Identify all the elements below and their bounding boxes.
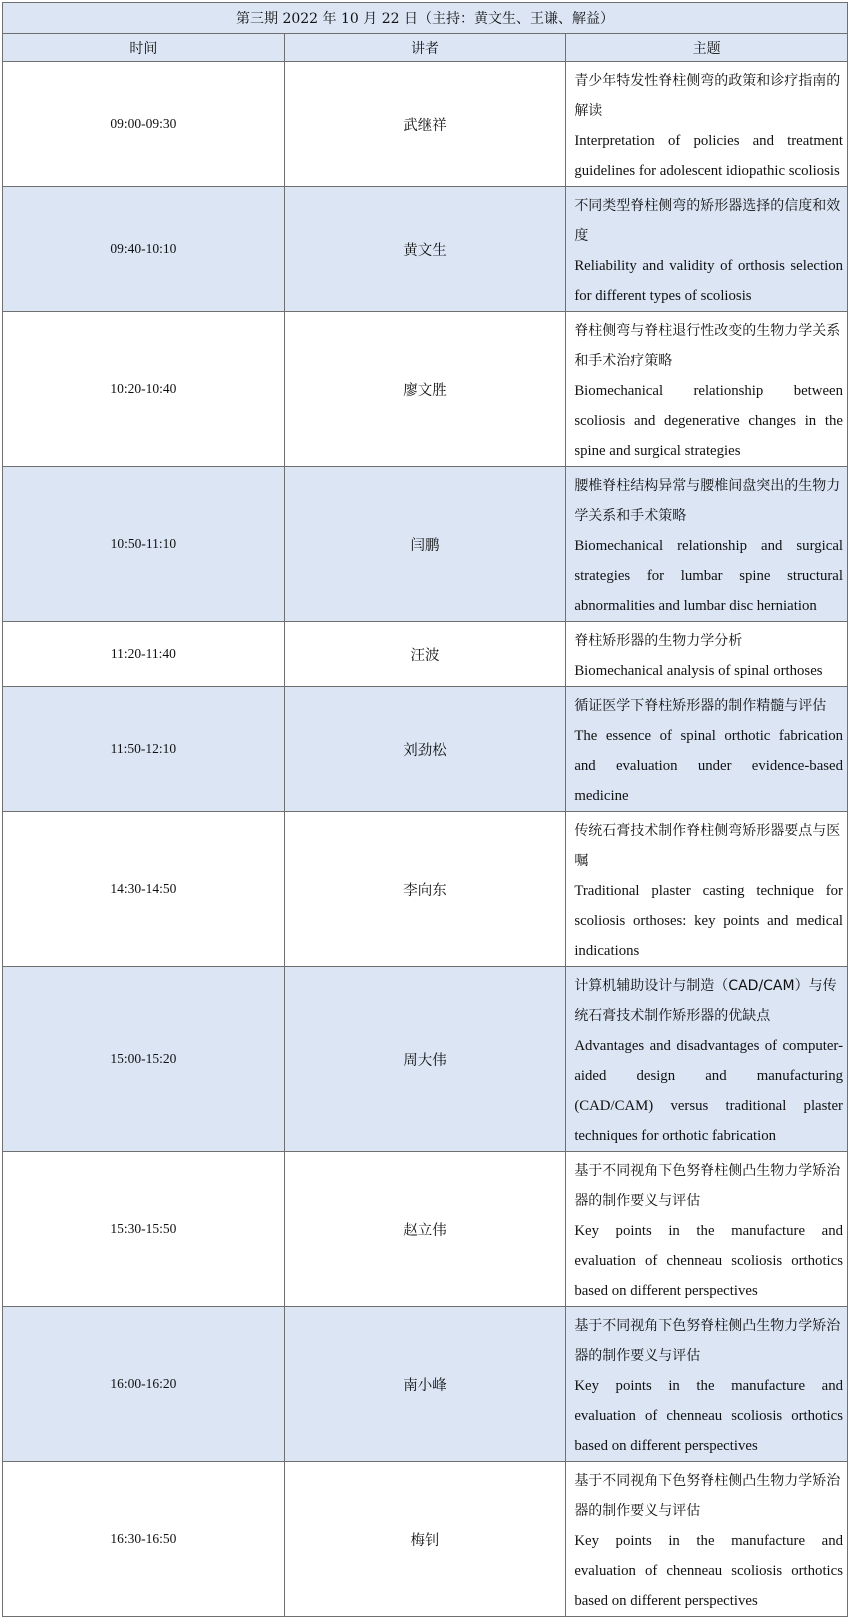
- topic-english: Advantages and disadvantages of computer-aided design and manufacturing (CAD/CAM) versus traditional plaster techniques for orthotic fabrication: [574, 1038, 843, 1144]
- topic-cell: [566, 187, 848, 312]
- table-row: [3, 312, 848, 467]
- table-row: [3, 622, 848, 687]
- topic-chinese: 基于不同视角下色努脊柱侧凸生物力学矫治器的制作要义与评估: [574, 1473, 841, 1519]
- table-row: [3, 1152, 848, 1307]
- topic-cell: [566, 687, 848, 812]
- time-cell: 10:20-10:40: [3, 312, 285, 467]
- topic-chinese: 循证医学下脊柱矫形器的制作精髓与评估: [574, 698, 827, 714]
- time-cell: 15:00-15:20: [3, 967, 285, 1152]
- topic-english: Traditional plaster casting technique for scoliosis orthoses: key points and medical indications: [574, 883, 843, 959]
- topic-cell: [566, 62, 848, 187]
- speaker-cell: 闫鹏: [284, 467, 566, 622]
- speaker-cell: 梅钊: [284, 1462, 566, 1617]
- topic-english: Interpretation of policies and treatment guidelines for adolescent idiopathic scoliosis: [574, 133, 843, 179]
- topic-chinese: 基于不同视角下色努脊柱侧凸生物力学矫治器的制作要义与评估: [574, 1163, 841, 1209]
- header-row: [3, 34, 848, 62]
- topic-english: Biomechanical relationship between scoliosis and degenerative changes in the spine and surgical strategies: [574, 383, 843, 459]
- speaker-cell: 黄文生: [284, 187, 566, 312]
- time-cell: 15:30-15:50: [3, 1152, 285, 1307]
- header-speaker: 讲者: [284, 34, 566, 62]
- topic-cell: [566, 812, 848, 967]
- topic-cell: [566, 1152, 848, 1307]
- speaker-cell: 武继祥: [284, 62, 566, 187]
- header-time: 时间: [3, 34, 285, 62]
- topic-cell: [566, 622, 848, 687]
- speaker-cell: 周大伟: [284, 967, 566, 1152]
- time-cell: 09:00-09:30: [3, 62, 285, 187]
- topic-chinese: 脊柱侧弯与脊柱退行性改变的生物力学关系和手术治疗策略: [574, 323, 841, 369]
- speaker-cell: 赵立伟: [284, 1152, 566, 1307]
- topic-english: Key points in the manufacture and evaluation of chenneau scoliosis orthotics based on different perspectives: [574, 1378, 843, 1454]
- topic-english: Key points in the manufacture and evaluation of chenneau scoliosis orthotics based on different perspectives: [574, 1223, 843, 1299]
- topic-chinese: 腰椎脊柱结构异常与腰椎间盘突出的生物力学关系和手术策略: [574, 478, 841, 524]
- time-cell: 16:00-16:20: [3, 1307, 285, 1462]
- session-title: 第三期 2022 年 10 月 22 日（主持：黄文生、王谦、解益）: [3, 3, 848, 34]
- topic-english: Biomechanical relationship and surgical strategies for lumbar spine structural abnormalities and lumbar disc herniation: [574, 538, 843, 614]
- time-cell: 11:20-11:40: [3, 622, 285, 687]
- speaker-cell: 李向东: [284, 812, 566, 967]
- topic-cell: [566, 312, 848, 467]
- table-row: [3, 812, 848, 967]
- time-cell: 16:30-16:50: [3, 1462, 285, 1617]
- speaker-cell: 廖文胜: [284, 312, 566, 467]
- schedule-table: [2, 2, 848, 1617]
- time-cell: 14:30-14:50: [3, 812, 285, 967]
- time-cell: 10:50-11:10: [3, 467, 285, 622]
- table-row: [3, 687, 848, 812]
- topic-chinese: 脊柱矫形器的生物力学分析: [574, 633, 743, 649]
- table-row: [3, 967, 848, 1152]
- topic-chinese: 传统石膏技术制作脊柱侧弯矫形器要点与医嘱: [574, 823, 841, 869]
- table-row: [3, 467, 848, 622]
- topic-english: Biomechanical analysis of spinal orthoses: [574, 663, 823, 679]
- speaker-cell: 刘劲松: [284, 687, 566, 812]
- time-cell: 11:50-12:10: [3, 687, 285, 812]
- header-topic: 主题: [566, 34, 848, 62]
- topic-cell: [566, 467, 848, 622]
- topic-cell: [566, 1307, 848, 1462]
- title-row: [3, 3, 848, 34]
- topic-chinese: 计算机辅助设计与制造（CAD/CAM）与传统石膏技术制作矫形器的优缺点: [574, 978, 837, 1024]
- table-row: [3, 62, 848, 187]
- topic-chinese: 基于不同视角下色努脊柱侧凸生物力学矫治器的制作要义与评估: [574, 1318, 841, 1364]
- topic-cell: [566, 1462, 848, 1617]
- topic-cell: [566, 967, 848, 1152]
- table-row: [3, 187, 848, 312]
- speaker-cell: 汪波: [284, 622, 566, 687]
- table-row: [3, 1307, 848, 1462]
- topic-english: Key points in the manufacture and evaluation of chenneau scoliosis orthotics based on different perspectives: [574, 1533, 843, 1609]
- topic-english: Reliability and validity of orthosis selection for different types of scoliosis: [574, 258, 843, 304]
- speaker-cell: 南小峰: [284, 1307, 566, 1462]
- topic-english: The essence of spinal orthotic fabrication and evaluation under evidence-based medicine: [574, 728, 843, 804]
- topic-chinese: 青少年特发性脊柱侧弯的政策和诊疗指南的解读: [574, 73, 841, 119]
- table-row: [3, 1462, 848, 1617]
- topic-chinese: 不同类型脊柱侧弯的矫形器选择的信度和效度: [574, 198, 841, 244]
- time-cell: 09:40-10:10: [3, 187, 285, 312]
